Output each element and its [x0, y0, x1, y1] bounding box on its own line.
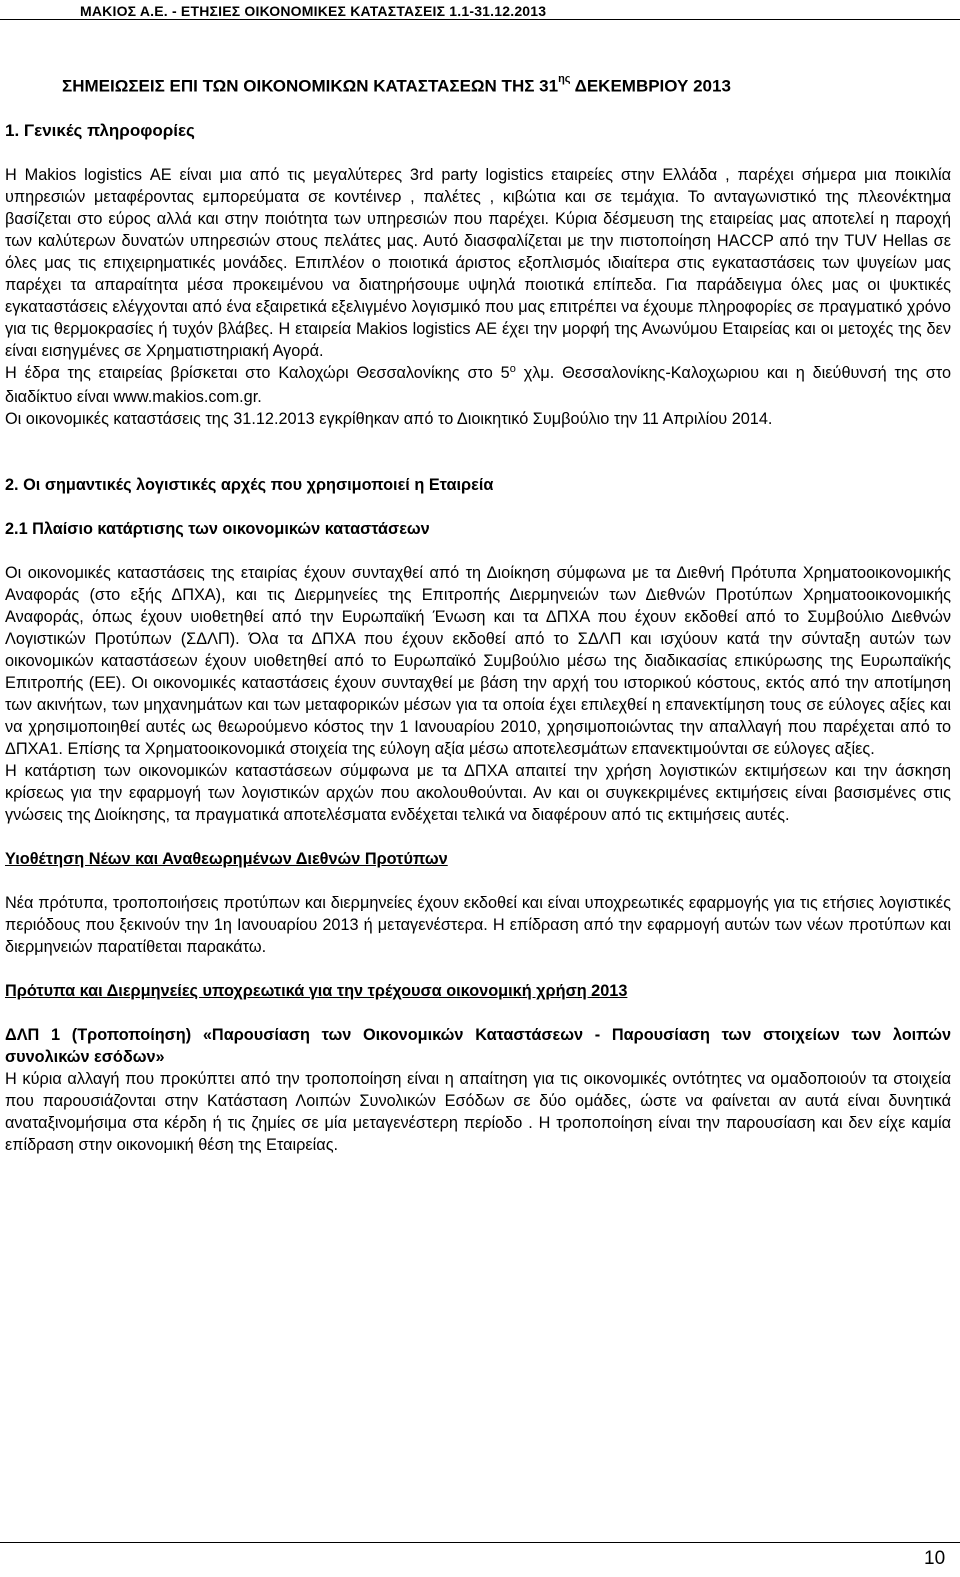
section-2-1-paragraph-estimates: Η κατάρτιση των οικονομικών καταστάσεων σύμφωνα με τα ΔΠΧΑ απαιτεί την χρήση λογιστικών εκτιμήσεων και την άσκηση κρίσεως για την εφαρμογή των λογιστικών αρχών που ακολουθούνται. Αν και οι συγκεκριμένες εκτιμήσεις είναι βασισμένες στις γνώσεις της Διοίκησης, τα πραγματικά αποτελέσματα ενδέχεται τελικά να διαφέρουν από τις εκτιμήσεις αυτές.: [5, 762, 951, 824]
spacer: [5, 870, 951, 892]
spacer: [5, 958, 951, 980]
section-1-paragraph-seat: [5, 362, 951, 408]
spacer: [5, 430, 951, 474]
footer-rule: [0, 1542, 960, 1543]
seat-text-start: Η έδρα της εταιρείας βρίσκεται στο Καλοχώρι Θεσσαλονίκης στο 5: [5, 364, 510, 382]
page-number: 10: [924, 1548, 946, 1569]
page-title: [62, 73, 731, 97]
adoption-heading: Υιοθέτηση Νέων και Αναθεωρημένων Διεθνών Προτύπων: [5, 850, 448, 868]
running-header-title: ΜΑΚΙΟΣ Α.Ε. - ΕΤΗΣΙΕΣ ΟΙΚΟΝΟΜΙΚΕΣ ΚΑΤΑΣΤΑΣΕΙΣ 1.1-31.12.2013: [80, 3, 547, 19]
spacer: [5, 1002, 951, 1024]
section-2-1-paragraph-framework: Οι οικονομικές καταστάσεις της εταιρίας έχουν συνταχθεί από τη Διοίκηση σύμφωνα με τα Διεθνή Πρότυπα Χρηματοοικονομικής Αναφοράς (στο εξής ΔΠΧΑ), και τις Διερμηνείες της Επιτροπής Διερμηνειών των Διεθνών Προτύπων Χρηματοοικονομικής Αναφοράς, όπως έχουν υιοθετηθεί από την Ευρωπαϊκή Ένωση και τα ΔΠΧΑ που έχουν εκδοθεί από το Συμβούλιο Διεθνών Λογιστικών Προτύπων (ΣΔΛΠ). Όλα τα ΔΠΧΑ που έχουν εκδοθεί από το ΣΔΛΠ και ισχύουν κατά την σύνταξη αυτών των οικονομικών καταστάσεων έχουν υιοθετηθεί από το Ευρωπαϊκό Συμβούλιο μέσω της διαδικασίας επικύρωσης της Ευρωπαϊκής Επιτροπής (ΕΕ). Οι οικονομικές καταστάσεις έχουν συνταχθεί με βάση την αρχή του ιστορικού κόστους, εκτός από την αποτίμηση των ακινήτων, των μηχανημάτων και των μεταφορικών μέσων για τα οποία έχει επιλεχθεί η επανεκτίμηση τους σε εύλογες αξίες και να χρησιμοποιηθεί αυτές ως θεωρούμενο κόστος την 1 Ιανουαρίου 2010, χρησιμοποιώντας την απαλλαγή που παρέχεται από το ΔΠΧΑ1. Επίσης τα Χρηματοοικονομικά στοιχεία της εύλογη αξία μέσω αποτελεσμάτων επανεκτιμούνται σε εύλογες αξίες.: [5, 564, 951, 758]
mandatory-standards-heading: Πρότυπα και Διερμηνείες υποχρεωτικά για την τρέχουσα οικονομική χρήση 2013: [5, 982, 628, 1000]
section-1-heading: 1. Γενικές πληροφορίες: [5, 121, 195, 140]
page-title-start: ΣΗΜΕΙΩΣΕΙΣ ΕΠΙ ΤΩΝ ΟΙΚΟΝΟΜΙΚΩΝ ΚΑΤΑΣΤΑΣΕΩΝ ΤΗΣ 31: [62, 76, 559, 96]
spacer: [5, 540, 951, 562]
seat-text-end: χλμ. Θεσσαλονίκης-Καλοχωριου και η διεύθυνσή της στο διαδίκτυο είναι www.makios.com.gr.: [5, 364, 951, 406]
page-title-end: ΔΕΚΕΜΒΡΙΟΥ 2013: [570, 76, 731, 96]
ias1-heading: ΔΛΠ 1 (Τροποποίηση) «Παρουσίαση των Οικονομικών Καταστάσεων - Παρουσίαση των στοιχείων των λοιπών συνολικών εσόδων»: [5, 1026, 951, 1066]
section-2-heading: 2. Οι σημαντικές λογιστικές αρχές που χρησιμοποιεί η Εταιρεία: [5, 476, 494, 494]
header-rule: [0, 19, 960, 20]
running-header: [0, 0, 960, 20]
seat-superscript: ο: [509, 363, 516, 375]
document-body: [5, 120, 951, 1156]
spacer: [5, 496, 951, 518]
ias1-paragraph: Η κύρια αλλαγή που προκύπτει από την τροποποίηση είναι η απαίτηση για τις οικονομικές οντότητες να ομαδοποιούν τα στοιχεία που παρουσιάζονται στην Κατάσταση Λοιπών Συνολικών Εσόδων σε δύο ομάδες, ώστε να φαίνεται αν αυτά είναι δυνητικά αναταξινομήσιμα στα κέρδη ή τις ζημίες σε μία μεταγενέστερη περίοδο . Η τροποποίηση είναι την παρουσίαση και δεν είχε καμία επίδραση στην οικονομική θέση της Εταιρείας.: [5, 1070, 951, 1154]
section-1-paragraph-approval: Οι οικονομικές καταστάσεις της 31.12.2013 εγκρίθηκαν από το Διοικητικό Συμβούλιο την 11 Απριλίου 2014.: [5, 410, 773, 428]
spacer: [5, 826, 951, 848]
adoption-paragraph: Νέα πρότυπα, τροποποιήσεις προτύπων και διερμηνείες έχουν εκδοθεί και είναι υποχρεωτικές εφαρμογής για τις ετήσιες λογιστικές περιόδους που ξεκινούν την 1η Ιανουαρίου 2013 ή μεταγενέστερα. Η επίδραση από την εφαρμογή αυτών των νέων προτύπων και διερμηνειών παρατίθεται παρακάτω.: [5, 894, 951, 956]
page-title-superscript: ης: [558, 73, 571, 85]
section-2-1-heading: 2.1 Πλαίσιο κατάρτισης των οικονομικών καταστάσεων: [5, 520, 430, 538]
section-1-paragraph-company: Η Makios logistics ΑΕ είναι μια από τις μεγαλύτερες 3rd party logistics εταιρείες στην Ελλάδα , παρέχει σήμερα μια ποικιλία υπηρεσιών μεταφέροντας εμπορεύματα σε κοντέινερ , παλέτες , κιβώτια και σε τεμάχια. Το ανταγωνιστικό της πλεονέκτημα βασίζεται στο εύρος αλλά και στην ποιότητα των υπηρεσιών που παρέχει. Κύρια δέσμευση της εταιρείας μας αποτελεί η παροχή των καλύτερων δυνατών υπηρεσιών στους πελάτες μας. Αυτό διασφαλίζεται με την πιστοποίηση HACCP από την TUV Hellas σε όλες μας τις επιχειρηματικές μονάδες. Επιπλέον ο ποιοτικά άριστος εξοπλισμός ιδιαίτερα στις εγκαταστάσεις των ψυγείων μας παρέχει τα απαραίτητα μέσα προκειμένου να διατηρήσουμε υψηλά ποιοτικά επίπεδα. Για παράδειγμα όλες μας οι ψυκτικές εγκαταστάσεις ελέγχονται από ένα εξαιρετικά εξελιγμένο λογισμικό που μας επιτρέπει να έχουμε πληροφορίες σε πραγματικό χρόνο για τις θερμοκρασίες ή τυχόν βλάβες. Η εταιρεία Makios logistics ΑΕ έχει την μορφή της Ανωνύμου Εταιρείας και οι μετοχές της δεν είναι εισηγμένες σε Χρηματιστηριακή Αγορά.: [5, 166, 951, 360]
